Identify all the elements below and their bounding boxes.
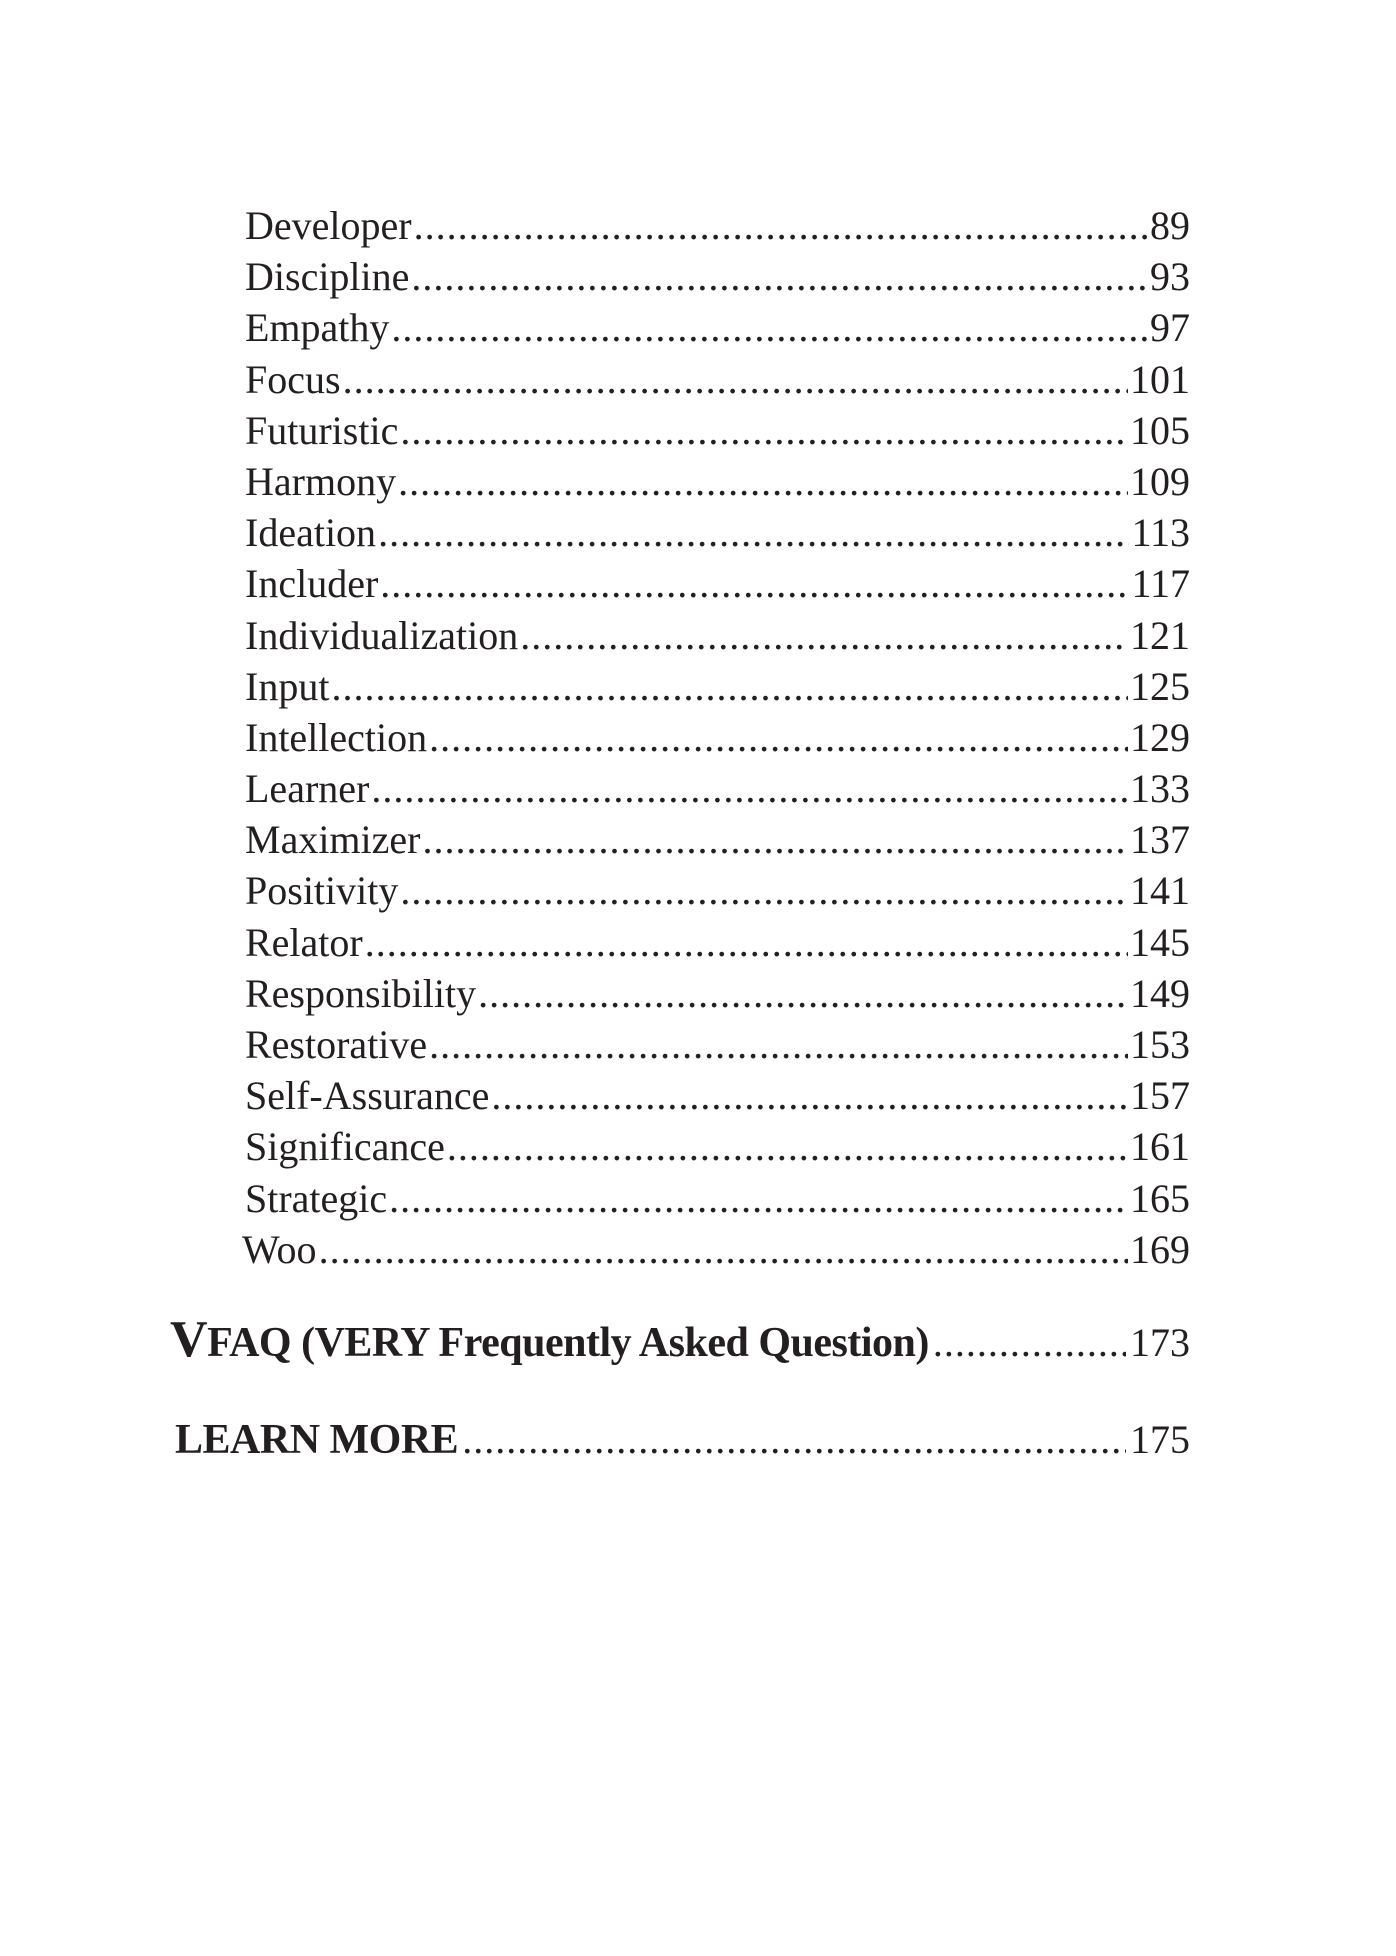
toc-entry[interactable]: [245, 865, 1190, 916]
dot-leader: [398, 456, 1128, 507]
toc-entry[interactable]: [245, 1019, 1190, 1070]
toc-entry-page: 113: [1131, 510, 1190, 556]
toc-entry-label: Futuristic: [245, 407, 399, 453]
toc-entry-page: 141: [1130, 868, 1190, 914]
toc-entry[interactable]: [245, 251, 1190, 302]
toc-entry-page: 101: [1130, 356, 1190, 402]
dot-leader: [462, 1416, 1126, 1463]
toc-entry-label: Restorative: [245, 1022, 428, 1067]
dot-leader: [380, 558, 1129, 609]
dot-leader: [400, 405, 1128, 456]
dot-leader: [319, 1224, 1128, 1275]
dot-leader: [478, 968, 1128, 1019]
toc-entry-page: 129: [1130, 714, 1190, 760]
toc-entry-label: Focus: [245, 356, 341, 402]
dot-leader: [400, 865, 1128, 916]
toc-entry-label: Positivity: [245, 868, 399, 914]
toc-entry[interactable]: [245, 302, 1190, 353]
toc-entry-page: 105: [1130, 407, 1190, 453]
toc-entry-label: Intellection: [245, 714, 428, 760]
toc-entry-page: 153: [1130, 1022, 1190, 1067]
toc-entry[interactable]: [245, 712, 1190, 763]
toc-entry-label: Self-Assurance: [245, 1073, 490, 1119]
toc-entry-label: Maximizer: [245, 817, 421, 863]
toc-entry-label: Individualization: [245, 612, 519, 658]
toc-section-label: [170, 1310, 929, 1369]
dot-leader: [429, 712, 1128, 763]
dot-leader: [414, 200, 1148, 251]
toc-entry[interactable]: [245, 661, 1190, 712]
dot-leader: [371, 763, 1128, 814]
toc-entry-page: 125: [1130, 663, 1190, 709]
toc-entry[interactable]: [245, 1070, 1190, 1121]
toc-entry-label: Empathy: [245, 305, 390, 351]
toc-entry-label: Ideation: [245, 510, 377, 556]
toc-entry[interactable]: [245, 507, 1190, 558]
toc-entry-page: 161: [1130, 1124, 1190, 1170]
toc-entry[interactable]: [245, 558, 1190, 609]
vfaq-label-rest: FAQ (VERY Frequently Asked Question): [207, 1320, 929, 1366]
dot-leader: [343, 354, 1128, 405]
toc-entry-page: 93: [1150, 254, 1190, 300]
dot-leader: [391, 302, 1148, 353]
toc-entry-page: 137: [1130, 817, 1190, 863]
toc-entry[interactable]: [245, 405, 1190, 456]
toc-entry[interactable]: [245, 917, 1190, 968]
toc-section-page: 173: [1130, 1320, 1190, 1365]
toc-entry-label: Learner: [245, 766, 370, 812]
toc-entry-label: Harmony: [245, 458, 397, 504]
dot-leader: [520, 610, 1128, 661]
toc-entry[interactable]: [245, 763, 1190, 814]
toc-entry-page: 117: [1131, 561, 1190, 607]
toc-entry[interactable]: [245, 968, 1190, 1019]
dot-leader: [423, 814, 1129, 865]
dot-leader: [378, 507, 1129, 558]
toc-entry-label: Developer: [245, 203, 412, 248]
toc-entry-page: 145: [1130, 919, 1190, 965]
toc-entry-page: 169: [1130, 1226, 1190, 1272]
toc-entry[interactable]: [245, 354, 1190, 405]
dot-leader: [331, 661, 1128, 712]
dot-leader: [429, 1019, 1128, 1070]
toc-entry-label: Input: [245, 663, 330, 709]
toc-entry-label: Discipline: [245, 254, 410, 300]
dot-leader: [447, 1121, 1128, 1172]
toc-entry-label: Includer: [245, 561, 379, 607]
toc-entry-label: Relator: [245, 919, 363, 965]
toc-entry-label: Strategic: [245, 1175, 388, 1221]
toc-section-vfaq[interactable]: [170, 1310, 1190, 1369]
dot-leader: [933, 1319, 1126, 1366]
toc-entry[interactable]: [245, 1121, 1190, 1172]
toc-entries-list: [242, 200, 1190, 1275]
toc-entry[interactable]: [245, 814, 1190, 865]
toc-entry[interactable]: [242, 1224, 1190, 1275]
toc-section-label: LEARN MORE: [175, 1417, 459, 1463]
dot-leader: [411, 251, 1148, 302]
toc-entry-page: 157: [1130, 1073, 1190, 1119]
dot-leader: [389, 1173, 1128, 1224]
toc-entry-page: 109: [1130, 458, 1190, 504]
toc-entry-page: 133: [1130, 766, 1190, 812]
toc-entry-page: 149: [1130, 970, 1190, 1016]
toc-entry-label: Woo: [242, 1226, 317, 1272]
toc-entry[interactable]: [245, 1173, 1190, 1224]
toc-entry[interactable]: [245, 200, 1190, 251]
vfaq-initial: V: [170, 1311, 208, 1368]
dot-leader: [365, 917, 1128, 968]
toc-entry-page: 121: [1130, 612, 1190, 658]
toc-entry-page: 165: [1130, 1175, 1190, 1221]
toc-section-page: 175: [1130, 1417, 1190, 1462]
toc-entry[interactable]: [245, 610, 1190, 661]
toc-entry-page: 89: [1150, 203, 1190, 248]
toc-entry-page: 97: [1150, 305, 1190, 351]
toc-section-learn-more[interactable]: [175, 1416, 1190, 1464]
toc-entry-label: Responsibility: [245, 970, 477, 1016]
dot-leader: [491, 1070, 1128, 1121]
toc-entry[interactable]: [245, 456, 1190, 507]
toc-entry-label: Significance: [245, 1124, 445, 1170]
